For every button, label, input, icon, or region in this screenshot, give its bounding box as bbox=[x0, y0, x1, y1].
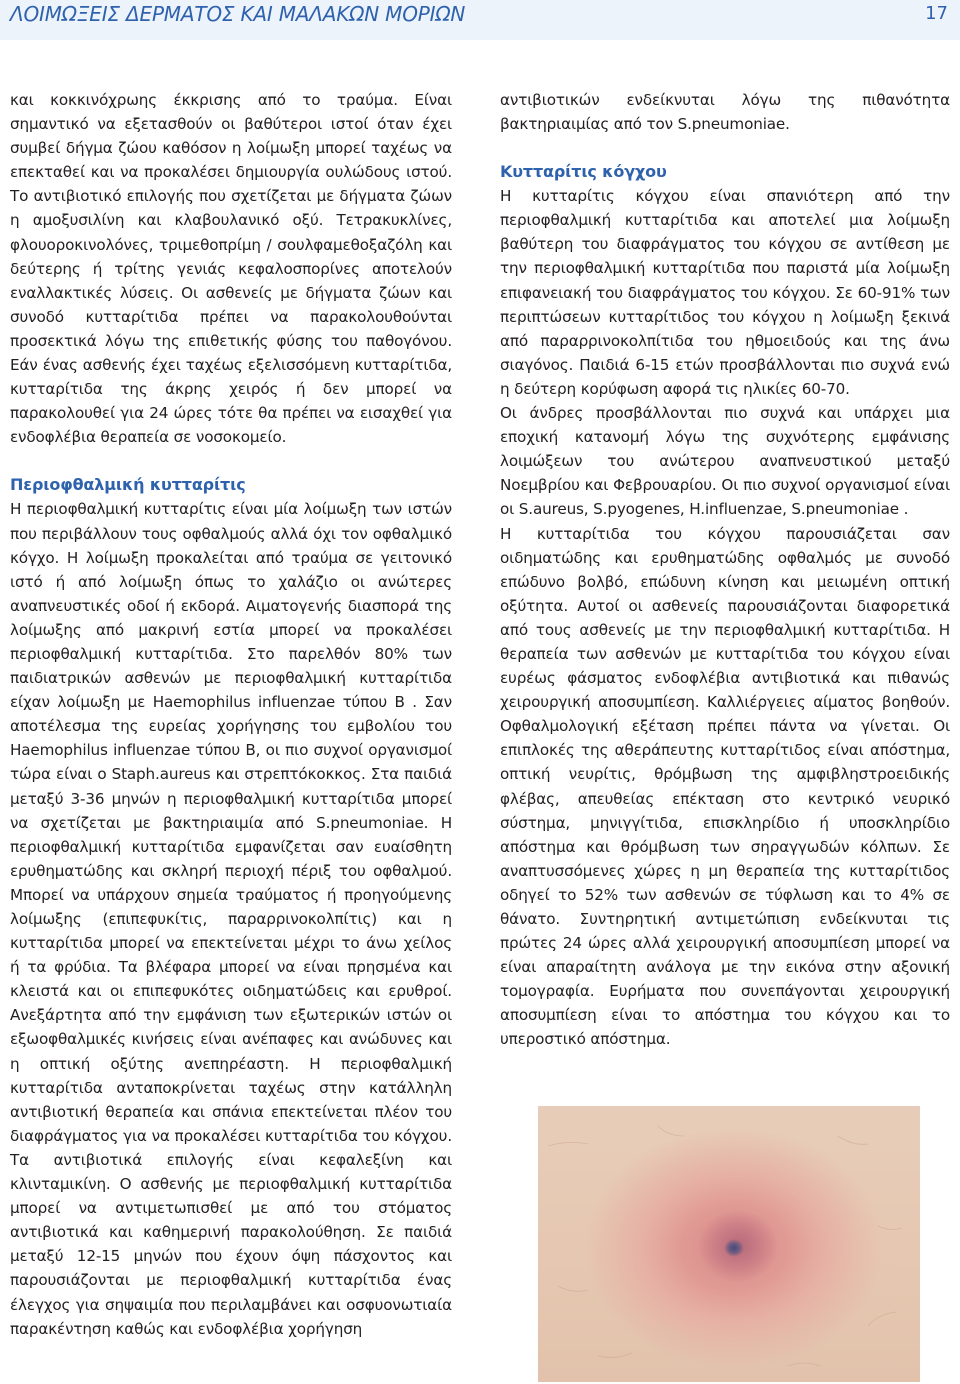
section-heading-periorbital: Περιοφθαλμική κυτταρίτις bbox=[10, 475, 246, 495]
right-paragraph-4: Η κυτταρίτιδα του κόγχου παρουσιάζεται σαν οιδηματώδης και ερυθηματώδης οφθαλμός με συνοδό επώδυνο βολβό, επώδυνη κίνηση και μειωμένη οπτική οξύτητα. Αυτοί οι ασθενείς παρουσιάζονται διαφορετικά από τους ασθενείς με την περιοφθαλμική κυτταρίτιδα. Η θεραπεία των ασθενών με κυτταρίτιδα του κόγχου είναι ευρέως φάσματος ενδοφλέβια αντιβιοτικά και πιθανώς χειρουργική αποσυμπίεση. Καλλιέργειες αίματος βοηθούν. Οφθαλμολογική εξέταση πρέπει πάντα να γίνεται. Οι επιπλοκές της αθεράπευτης κυτταρίτιδος είναι απόστημα, οπτική νευρίτις, θρόμβωση της αμφιβληστροειδικής φλέβας, απευθείας επέκταση στο κεντρικό νευρικό σύστημα, μηνιγγίτιδα, επισκληρίδιο ή υποσκληρίδιο απόστημα και θρόμβωση των σηραγγωδών κόλπων. Σε αναπτυσσόμενες χώρες η μη θεραπεία της κυτταρίτιδος οδηγεί το 52% των ασθενών σε τύφλωση και το 4% σε θάνατο. Συντηρητική αντιμετώπιση ενδείκνυται τις πρώτες 24 ώρες αλλά χειρουργική αποσυμπίεση μπορεί να είναι απαραίτητη ανάλογα με την εικόνα στην αξονική τομογραφία. Ευρήματα που συνεπάγονται χειρουργική αποσυμπίεση είναι το απόστημα του κόγχου και το υπεροστικό απόστημα. bbox=[500, 524, 950, 1049]
left-paragraph-1: και κοκκινόχρωης έκκρισης από το τραύμα. Είναι σημαντικό να εξετασθούν οι βαθύτεροι ιστοί όταν έχει συμβεί δήγμα ζώου καθόσον η λοίμωξη μπορεί ταχέως να επεκταθεί και να προκαλέσει δημιουργία ουλώδους ιστού. Το αντιβιοτικό επιλογής που σχετίζεται με δήγματα ζώων η αμοξυσιλίνη και κλαβουλανικό οξύ. Τετρακυκλίνες, φλουοροκινολόνες, τριμεθοπρίμη / σουλφαμεθοξαζόλη και δεύτερης ή τρίτης γενιάς κεφαλοσπορίνες αποτελούν εναλλακτικές λύσεις. Οι ασθενείς με δήγματα ζώων και συνοδό κυτταρίτιδα πρέπει να παρακολουθούνται προσεκτικά λόγω της επιθετικής φύσης του παθογόνου. Εάν ένας ασθενής έχει ταχέως εξελισσόμενη κυτταρίτιδα, κυτταρίτιδα της άκρης χειρός ή δεν μπορεί να παρακολουθεί για 24 ώρες τότε θα πρέπει να εισαχθεί για ενδοφλέβια θεραπεία σε νοσοκομείο. bbox=[10, 91, 452, 447]
right-column bbox=[500, 88, 950, 1052]
clinical-photo-skin-lesion bbox=[538, 1106, 920, 1382]
right-paragraph-2: Η κυτταρίτις κόγχου είναι σπανιότερη από την περιοφθαλμική κυτταρίτιδα και αποτελεί μια λοίμωξη βαθύτερη του διαφράγματος του κόγχου σε αντίθεση με την περιοφθαλμική κυτταρίτιδα που παριστά μία λοίμωξη επιφανειακή του διαφράγματος του κόγχου. Σε 60-91% των περιπτώσεων κυτταρίτιδος του κόγχου η λοίμωξη ξεκινά από παραρρινοκολπίτιδα του ηθμοειδούς και της άνω σιαγόνος. Παιδιά 6-15 ετών προσβάλλονται πιο συχνά ενώ η δεύτερη κορύφωση αφορά τις ηλικίες 60-70. bbox=[500, 187, 950, 398]
left-column bbox=[10, 88, 452, 1341]
left-paragraph-2: Η περιοφθαλμική κυτταρίτις είναι μία λοίμωξη των ιστών που περιβάλλουν τους οφθαλμούς αλλά όχι τον οφθαλμικό κόγχο. Η λοίμωξη προκαλείται από τραύμα σε γειτονικό ιστό ή από λοίμωξη όπως το χαλάζιο οι ανώτερες αναπνευστικές οδοί ή εκδορά. Αιματογενής διασπορά της λοίμωξης από μακρινή εστία μπορεί να προκαλέσει περιοφθαλμική κυτταρίτιδα. Στο παρελθόν 80% των παιδιατρικών ασθενών με περιοφθαλμική κυτταρίτιδα είχαν λοίμωξη με Haemophilus influenzae τύπου Β . Σαν αποτέλεσμα της ευρείας χορήγησης του εμβολίου του Haemophilus influenzae τύπου Β, οι πιο συχνοί οργανισμοί τώρα είναι ο Staph.aureus και στρεπτόκοκκος. Στα παιδιά μεταξύ 3-36 μηνών η περιοφθαλμική κυτταρίτιδα μπορεί να σχετίζεται με βακτηριαιμία από S.pneumoniae. Η περιοφθαλμική κυτταρίτιδα εμφανίζεται σαν ευαίσθητη ερυθηματώδης και σκληρή περιοχή πέριξ του οφθαλμού. Μπορεί να υπάρχουν σημεία τραύματος ή προηγούμενης λοίμωξης (επιπεφυκίτις, παραρρινοκολπίτις) και η κυτταρίτιδα μπορεί να επεκτείνεται μέχρι το άνω χείλος ή τα φρύδια. Τα βλέφαρα μπορεί να είναι πρησμένα και κλειστά και οι επιπεφυκότες οιδηματώδεις και ερυθροί. Ανεξάρτητα από την εμφάνιση των εξωτερικών ιστών οι εξωοφθαλμικές κινήσεις είναι ανέπαφες και ανώδυνες και η οπτική οξύτης ανεπηρέαστη. Η περιοφθαλμική κυτταρίτιδα ανταποκρίνεται ταχέως στην κατάλληλη αντιβιοτική θεραπεία και σπάνια επεκτείνεται πλέον του διαφράγματος για να προκαλέσει κυτταρίτιδα του κόγχου. Τα αντιβιοτικά επιλογής είναι κεφαλεξίνη και κλινταμικίνη. Ο ασθενής με περιοφθαλμική κυτταρίτιδα μπορεί να αντιμετωπισθεί με από του στόματος αντιβιοτικά και καθημερινή παρακολούθηση. Σε παιδιά μεταξύ 12-15 μηνών που έχουν όψη πάσχοντος και παρουσιάζονται με περιοφθαλμική κυτταρίτιδα ένας έλεγχος για σηψαιμία που περιλαμβάνει και οσφυονωτιαία παρακέντηση καθώς και ενδοφλέβια χορήγηση bbox=[10, 500, 452, 1338]
running-header-title: ΛΟΙΜΩΞΕΙΣ ΔΕΡΜΑΤΟΣ ΚΑΙ ΜΑΛΑΚΩΝ ΜΟΡΙΩΝ bbox=[10, 2, 466, 26]
skin-texture-hairs bbox=[538, 1106, 920, 1382]
page-number: 17 bbox=[925, 3, 948, 24]
right-paragraph-3: Οι άνδρες προσβάλλονται πιο συχνά και υπάρχει μια εποχική κατανομή λόγω της συχνότερης εμφάνισης λοιμώξεων του ανώτερου αναπνευστικού μεταξύ Νοεμβρίου και Φεβρουαρίου. Οι πιο συχνοί οργανισμοί είναι οι S.aureus, S.pyogenes, H.influenzae, S.pneumoniae . bbox=[500, 404, 950, 519]
right-paragraph-1: αντιβιοτικών ενδείκνυται λόγω της πιθανότητα βακτηριαιμίας από τον S.pneumoniae. bbox=[500, 91, 950, 134]
section-heading-orbital: Κυτταρίτις κόγχου bbox=[500, 162, 667, 182]
running-header bbox=[0, 0, 960, 40]
